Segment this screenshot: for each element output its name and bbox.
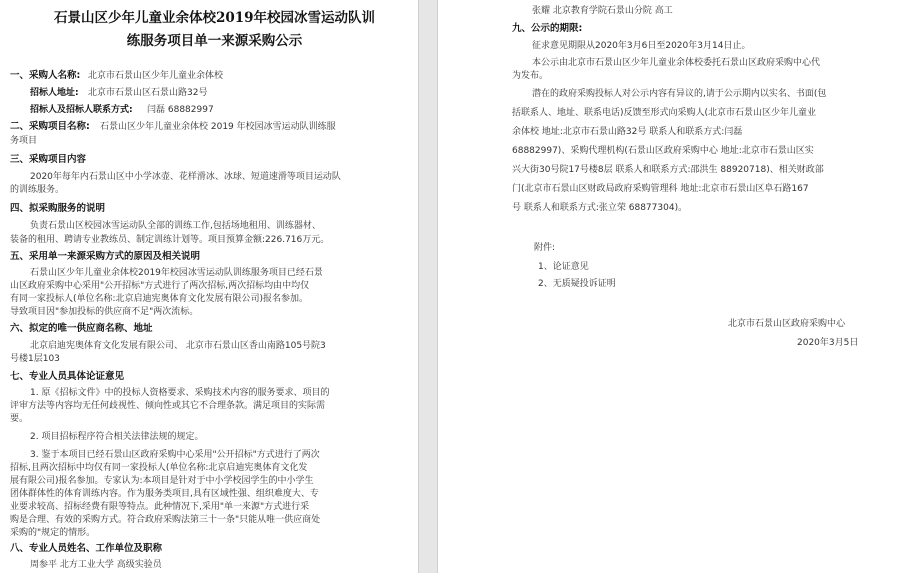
opinion-3-line-6: 购是合理、有效的采购方式。符合政府采购法第三十一条"只能从唯一供应商处 (10, 515, 321, 525)
reason-line-2: 山区政府采购中心采用"公开招标"方式进行了两次招标,两次招标均由中均仅 (10, 281, 310, 291)
objection-line-6: 门(北京市石景山区财政局政府采购管理科 地址:北京市石景山区阜石路167 (512, 184, 809, 194)
supplier-line-2: 号楼1层103 (10, 354, 60, 364)
section-1-heading: 一、采购人名称: (10, 70, 81, 81)
objection-line-5: 兴大街30号院17号楼8层 联系人和联系方式:邵洪生 88920718)、相关财政部 (512, 165, 824, 175)
section-9-heading: 九、公示的期限: (512, 23, 583, 34)
opinion-3-line-2: 招标,且两次招标中均仅有同一家投标人(单位名称:北京启迪宪奥体育文化发 (10, 463, 308, 473)
opinion-1-line-2: 评审方法等内容均无任何歧视性、倾向性或其它不合理条款。满足项目的实际需 (10, 401, 326, 411)
expert-2: 张耀 北京教育学院石景山分院 高工 (532, 6, 673, 16)
document-title-line-2: 练服务项目单一来源采购公示 (126, 33, 303, 49)
page-gutter (418, 0, 438, 573)
project-content-line-2: 的训练服务。 (10, 185, 65, 195)
section-8-heading: 八、专业人员姓名、工作单位及职称 (10, 543, 163, 554)
objection-line-4: 68882997)、采购代理机构(石景山区政府采购中心 地址:北京市石景山区实 (512, 146, 814, 156)
opinion-3-line-1: 3. 鉴于本项目已经石景山区政府采购中心采用"公开招标"方式进行了两次 (30, 450, 320, 460)
purchaser-contact-label: 招标人及招标人联系方式: (30, 105, 133, 115)
service-description-line-1: 负责石景山区校园冰雪运动队全部的训练工作,包括场地租用、训练器材、 (30, 221, 321, 231)
objection-line-7: 号 联系人和联系方式:张立荣 68877304)。 (512, 203, 688, 213)
reason-line-1: 石景山区少年儿童业余体校2019年校园冰雪运动队训练服务项目已经石景 (30, 268, 323, 278)
attachments-heading: 附件: (534, 243, 556, 253)
opinion-3-line-3: 展有限公司)报名参加。专家认为:本项目是针对于中小学校园学生的中小学生 (10, 476, 314, 486)
objection-line-3: 余体校 地址:北京市石景山路32号 联系人和联系方式:闫磊 (512, 127, 743, 137)
document-title-line-1: 石景山区少年儿童业余体校2019年校园冰雪运动队训 (53, 10, 376, 26)
section-2-heading: 二、采购项目名称: (10, 121, 90, 132)
period-line-3: 为发布。 (512, 71, 549, 81)
reason-line-3: 有同一家投标人(单位名称:北京启迪宪奥体育文化发展有限公司)报名参加。 (10, 294, 309, 304)
document-page-left (0, 0, 418, 573)
section-5-heading: 五、采用单一来源采购方式的原因及相关说明 (10, 251, 201, 262)
section-4-heading: 四、拟采购服务的说明 (10, 203, 106, 214)
section-7-heading: 七、专业人员具体论证意见 (10, 371, 125, 382)
purchaser-contact: 闫磊 68882997 (147, 105, 214, 115)
purchaser-address: 北京市石景山区石景山路32号 (88, 88, 208, 98)
project-name-line-2: 务项目 (10, 136, 38, 146)
attachment-item-2: 2、无质疑投诉证明 (538, 279, 616, 289)
signature-date: 2020年3月5日 (797, 338, 859, 348)
opinion-2-line-1: 2. 项目招标程序符合相关法律法规的规定。 (30, 432, 204, 442)
opinion-3-line-4: 团体群体性的体育训练内容。作为服务类项目,具有区域性强、组织难度大、专 (10, 489, 319, 499)
expert-1: 周参平 北方工业大学 高级实验员 (30, 560, 162, 570)
purchaser-address-label: 招标人地址: (30, 88, 79, 98)
opinion-3-line-7: 采购的"规定的情形。 (10, 528, 96, 538)
opinion-3-line-5: 业要求较高、招标经费有限等特点。此种情况下,采用"单一来源"方式进行采 (10, 502, 310, 512)
project-name-line-1: 石景山区少年儿童业余体校 2019 年校园冰雪运动队训练服 (100, 122, 336, 132)
section-6-heading: 六、拟定的唯一供应商名称、地址 (10, 323, 153, 334)
period-line-2: 本公示由北京市石景山区少年儿童业余体校委托石景山区政府采购中心代 (532, 58, 821, 68)
purchaser-name: 北京市石景山区少年儿童业余体校 (88, 71, 224, 81)
service-description-line-2: 装备的租用、聘请专业教练员、制定训练计划等。项目预算金额:226.716万元。 (10, 235, 330, 245)
reason-line-4: 导致项目因"参加投标的供应商不足"两次流标。 (10, 307, 199, 317)
objection-line-1: 潜在的政府采购投标人对公示内容有异议的,请于公示期内以实名、书面(包 (532, 89, 827, 99)
opinion-1-line-3: 要。 (10, 414, 29, 424)
project-content-line-1: 2020年每年内石景山区中小学冰壶、花样滑冰、冰球、短道速滑等项目运动队 (30, 172, 341, 182)
period-line-1: 征求意见期限从2020年3月6日至2020年3月14日止。 (532, 41, 751, 51)
section-3-heading: 三、采购项目内容 (10, 154, 87, 165)
document-page-right (438, 0, 905, 573)
supplier-line-1: 北京启迪宪奥体育文化发展有限公司、 北京市石景山区香山南路105号院3 (30, 341, 326, 351)
attachment-item-1: 1、论证意见 (538, 262, 589, 272)
opinion-1-line-1: 1. 原《招标文件》中的投标人资格要求、采购技术内容的服务要求、项目的 (30, 388, 330, 398)
signature-org: 北京市石景山区政府采购中心 (728, 319, 846, 329)
objection-line-2: 括联系人、地址、联系电话)反馈至形式向采购人(北京市石景山区少年儿童业 (512, 108, 817, 118)
